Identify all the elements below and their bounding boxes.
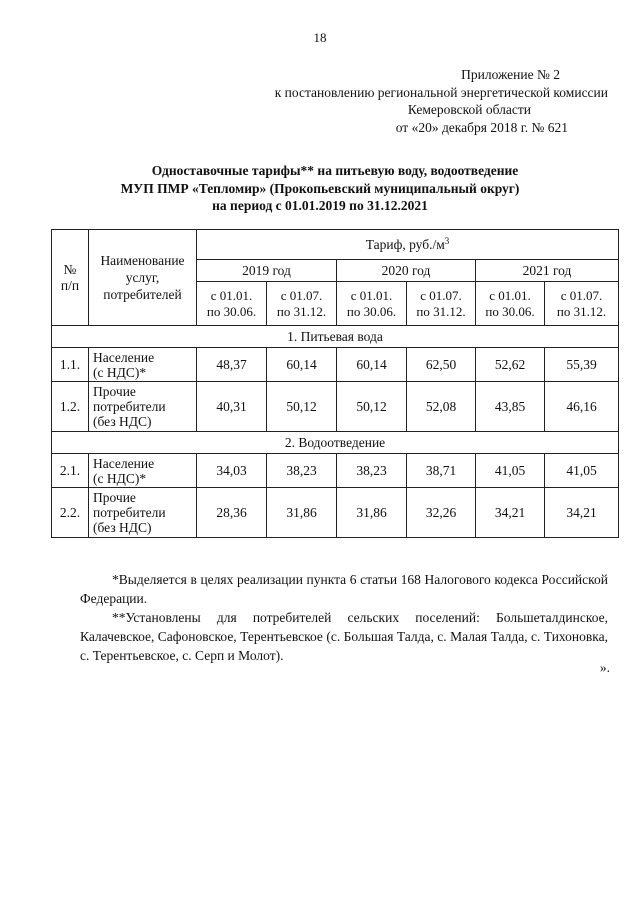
closing-quote: ». [599,660,610,675]
table-row [52,454,619,488]
tariff-value: 50,12 [267,382,337,432]
tariff-value: 50,12 [337,382,407,432]
header-year: 2021 год [476,260,619,282]
row-number: 2.2. [52,488,89,538]
tariff-value: 62,50 [407,348,476,382]
header-number [52,230,89,326]
title-line-2: МУП ПМР «Тепломир» (Прокопьевский муниципальный округ) [120,180,520,196]
tariff-value: 28,36 [197,488,267,538]
row-consumer-name: Прочие потребители (без НДС) [89,382,197,432]
tariff-value: 34,21 [545,488,619,538]
tariff-value: 38,23 [337,454,407,488]
table-row [52,488,619,538]
table-row [52,348,619,382]
appendix-header [188,66,608,136]
tariff-value: 34,21 [476,488,545,538]
row-number: 2.1. [52,454,89,488]
section-row [52,326,619,348]
tariff-value: 60,14 [267,348,337,382]
tariff-value: 52,62 [476,348,545,382]
footnote-2: **Установлены для потребителей сельских поселений: Большеталдинское, Калачевское, Сафоновское, Терентьевское (с. Большая Талда, с. Малая Талда, с. Тихоновка, с. Терентьевское, с. Серп и Молот). [80,610,608,663]
tariff-value: 60,14 [337,348,407,382]
header-period: с 01.01. по 30.06. [197,282,267,326]
title-line-1: Одноставочные тарифы** на питьевую воду, водоотведение [151,163,519,178]
appendix-line-2: к постановлению региональной энергетической комиссии [274,84,608,100]
row-consumer-name: Прочие потребители (без НДС) [89,488,197,538]
tariff-value: 34,03 [197,454,267,488]
footnote-1: *Выделяется в целях реализации пункта 6 статьи 168 Налогового кодекса Российской Федерации. [80,572,608,606]
footnotes [80,570,608,665]
row-number: 1.1. [52,348,89,382]
document-title [0,162,640,215]
tariff-value: 32,26 [407,488,476,538]
tariff-value: 31,86 [337,488,407,538]
tariff-value: 52,08 [407,382,476,432]
section-title: 1. Питьевая вода [52,326,619,348]
header-tariff-label: Тариф, руб./м [365,236,445,252]
row-consumer-name: Население (с НДС)* [89,348,197,382]
header-period: с 01.07. по 31.12. [267,282,337,326]
page-number: 18 [313,30,327,45]
section-title: 2. Водоотведение [52,432,619,454]
header-period: с 01.07. по 31.12. [407,282,476,326]
tariff-value: 41,05 [545,454,619,488]
tariff-value: 40,31 [197,382,267,432]
tariff-value: 43,85 [476,382,545,432]
header-tariff [197,230,619,260]
tariff-value: 46,16 [545,382,619,432]
row-number: 1.2. [52,382,89,432]
tariff-table [51,229,619,538]
header-year: 2019 год [197,260,337,282]
tariff-value: 55,39 [545,348,619,382]
header-period: с 01.01. по 30.06. [337,282,407,326]
table-row [52,382,619,432]
section-row [52,432,619,454]
header-period: с 01.01. по 30.06. [476,282,545,326]
tariff-value: 48,37 [197,348,267,382]
tariff-value: 41,05 [476,454,545,488]
appendix-line-1: Приложение № 2 [461,67,560,82]
tariff-value: 38,71 [407,454,476,488]
header-tariff-superscript: 3 [444,235,450,246]
header-year: 2020 год [337,260,476,282]
appendix-line-3: Кемеровской области [407,102,531,117]
tariff-value: 31,86 [267,488,337,538]
header-service-name: Наименование услуг, потребителей [89,230,197,326]
appendix-line-4: от «20» декабря 2018 г. № 621 [395,119,568,135]
row-consumer-name: Население (с НДС)* [89,454,197,488]
header-period: с 01.07. по 31.12. [545,282,619,326]
tariff-value: 38,23 [267,454,337,488]
title-line-3: на период с 01.01.2019 по 31.12.2021 [212,198,428,213]
header-number-label: № п/п [60,261,80,293]
